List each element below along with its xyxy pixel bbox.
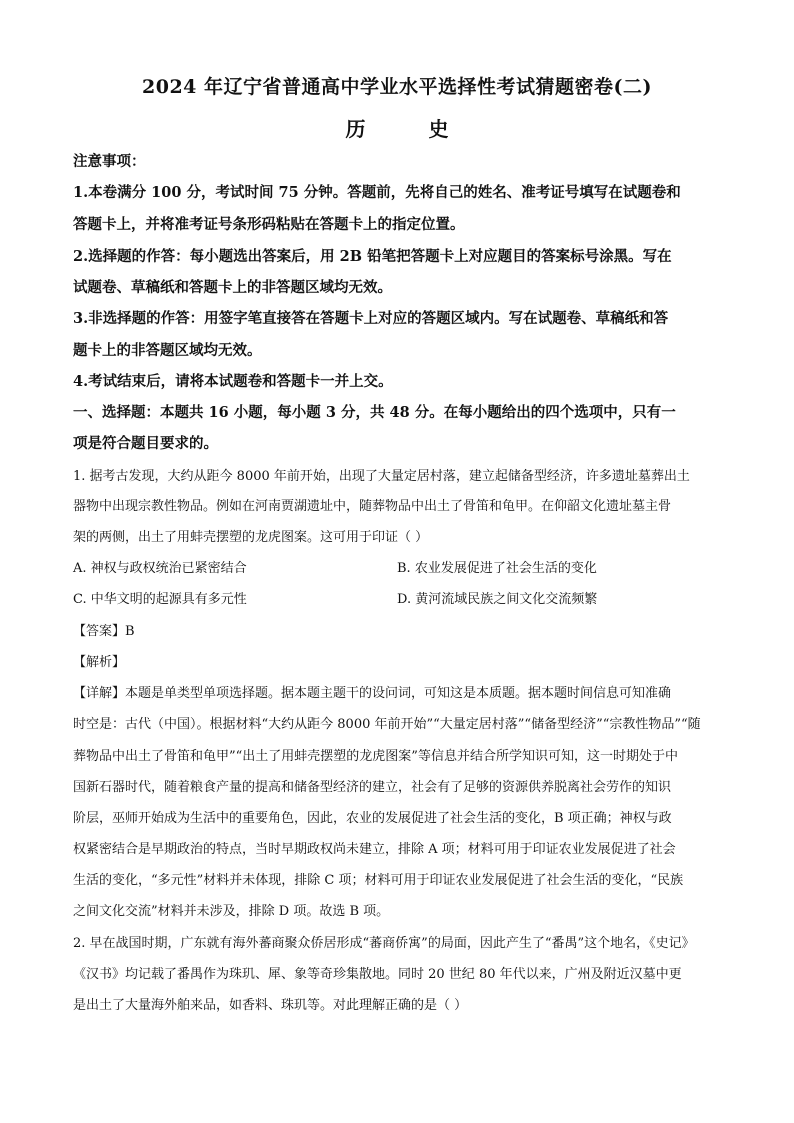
detail-line: 权紧密结合是早期政治的特点，当时早期政权尚未建立，排除 A 项；材料可用于印证农业发展促进了社会	[73, 842, 676, 857]
question-1-option-c: C. 中华文明的起源具有多元性	[73, 592, 247, 607]
notice-line: 试题卷、草稿纸和答题卡上的非答题区域均无效。	[73, 279, 392, 296]
exam-title: 2024 年辽宁省普通高中学业水平选择性考试猜题密卷(二)	[142, 76, 652, 98]
detail-line: 国新石器时代，随着粮食产量的提高和储备型经济的建立，社会有了足够的资源供养脱离社会劳作的知识	[73, 780, 672, 795]
question-2-stem: 是出土了大量海外舶来品，如香料、珠玑等。对此理解正确的是（ ）	[73, 998, 468, 1013]
notice-line: 2.选择题的作答：每小题选出答案后，用 2B 铅笔把答题卡上对应题目的答案标号涂黑。写在	[73, 248, 672, 265]
question-2-stem: 2. 早在战国时期，广东就有海外蕃商聚众侨居形成“蕃商侨寓”的局面，因此产生了“番禺”这个地名，《史记》	[73, 936, 695, 951]
question-1-option-b: B. 农业发展促进了社会生活的变化	[397, 561, 597, 576]
detail-line: 之间文化交流”材料并未涉及，排除 D 项。故选 B 项。	[73, 904, 390, 919]
notice-line: 1.本卷满分 100 分，考试时间 75 分钟。答题前，先将自己的姓名、准考证号填写在试题卷和	[73, 184, 681, 201]
detail-line: 生活的变化，“多元性”材料并未体现，排除 C 项；材料可用于印证农业发展促进了社会生活的变化，“民族	[73, 873, 684, 888]
detail-line: 时空是：古代（中国）。根据材料“大约从距今 8000 年前开始”“大量定居村落”“储备型经济”“宗教性物品”“随	[73, 717, 701, 732]
notice-line: 3.非选择题的作答：用签字笔直接答在答题卡上对应的答题区域内。写在试题卷、草稿纸和答	[73, 310, 669, 327]
notice-line: 题卡上的非答题区域均无效。	[73, 342, 262, 359]
question-1-option-d: D. 黄河流域民族之间文化交流频繁	[397, 592, 598, 607]
subject-title: 历 史	[345, 117, 477, 141]
answer-label: 【答案】B	[73, 624, 135, 639]
section-heading: 项是符合题目要求的。	[73, 435, 218, 452]
notice-line: 4.考试结束后，请将本试题卷和答题卡一并上交。	[73, 373, 393, 390]
analysis-label: 【解析】	[73, 655, 126, 670]
detail-line: 阶层，巫师开始成为生活中的重要角色，因此，农业的发展促进了社会生活的变化，B 项正确；神权与政	[73, 811, 672, 826]
notice-heading: 注意事项：	[73, 153, 146, 170]
detail-line: 葬物品中出土了骨笛和龟甲”“出土了用蚌壳摆塑的龙虎图案”等信息并结合所学知识可知，这一时期处于中	[73, 749, 678, 764]
question-1-option-a: A. 神权与政权统治已紧密结合	[73, 561, 247, 576]
detail-line: 【详解】本题是单类型单项选择题。据本题主题干的设问词，可知这是本质题。据本题时间信息可知准确	[73, 686, 672, 701]
notice-line: 答题卡上，并将准考证号条形码粘贴在答题卡上的指定位置。	[73, 216, 465, 233]
question-2-stem: 《汉书》均记载了番禺作为珠玑、犀、象等奇珍集散地。同时 20 世纪 80 年代以来，广州及附近汉墓中更	[73, 967, 682, 982]
question-1-stem: 1. 据考古发现，大约从距今 8000 年前开始，出现了大量定居村落，建立起储备型经济，许多遗址墓葬出土	[73, 469, 690, 484]
question-1-stem: 架的两侧，出土了用蚌壳摆塑的龙虎图案。这可用于印证（ ）	[73, 530, 429, 545]
section-heading: 一、选择题：本题共 16 小题，每小题 3 分，共 48 分。在每小题给出的四个选项中，只有一	[73, 404, 676, 421]
question-1-stem: 器物中出现宗教性物品。例如在河南贾湖遗址中，随葬物品中出土了骨笛和龟甲。在仰韶文化遗址墓主骨	[73, 499, 672, 514]
